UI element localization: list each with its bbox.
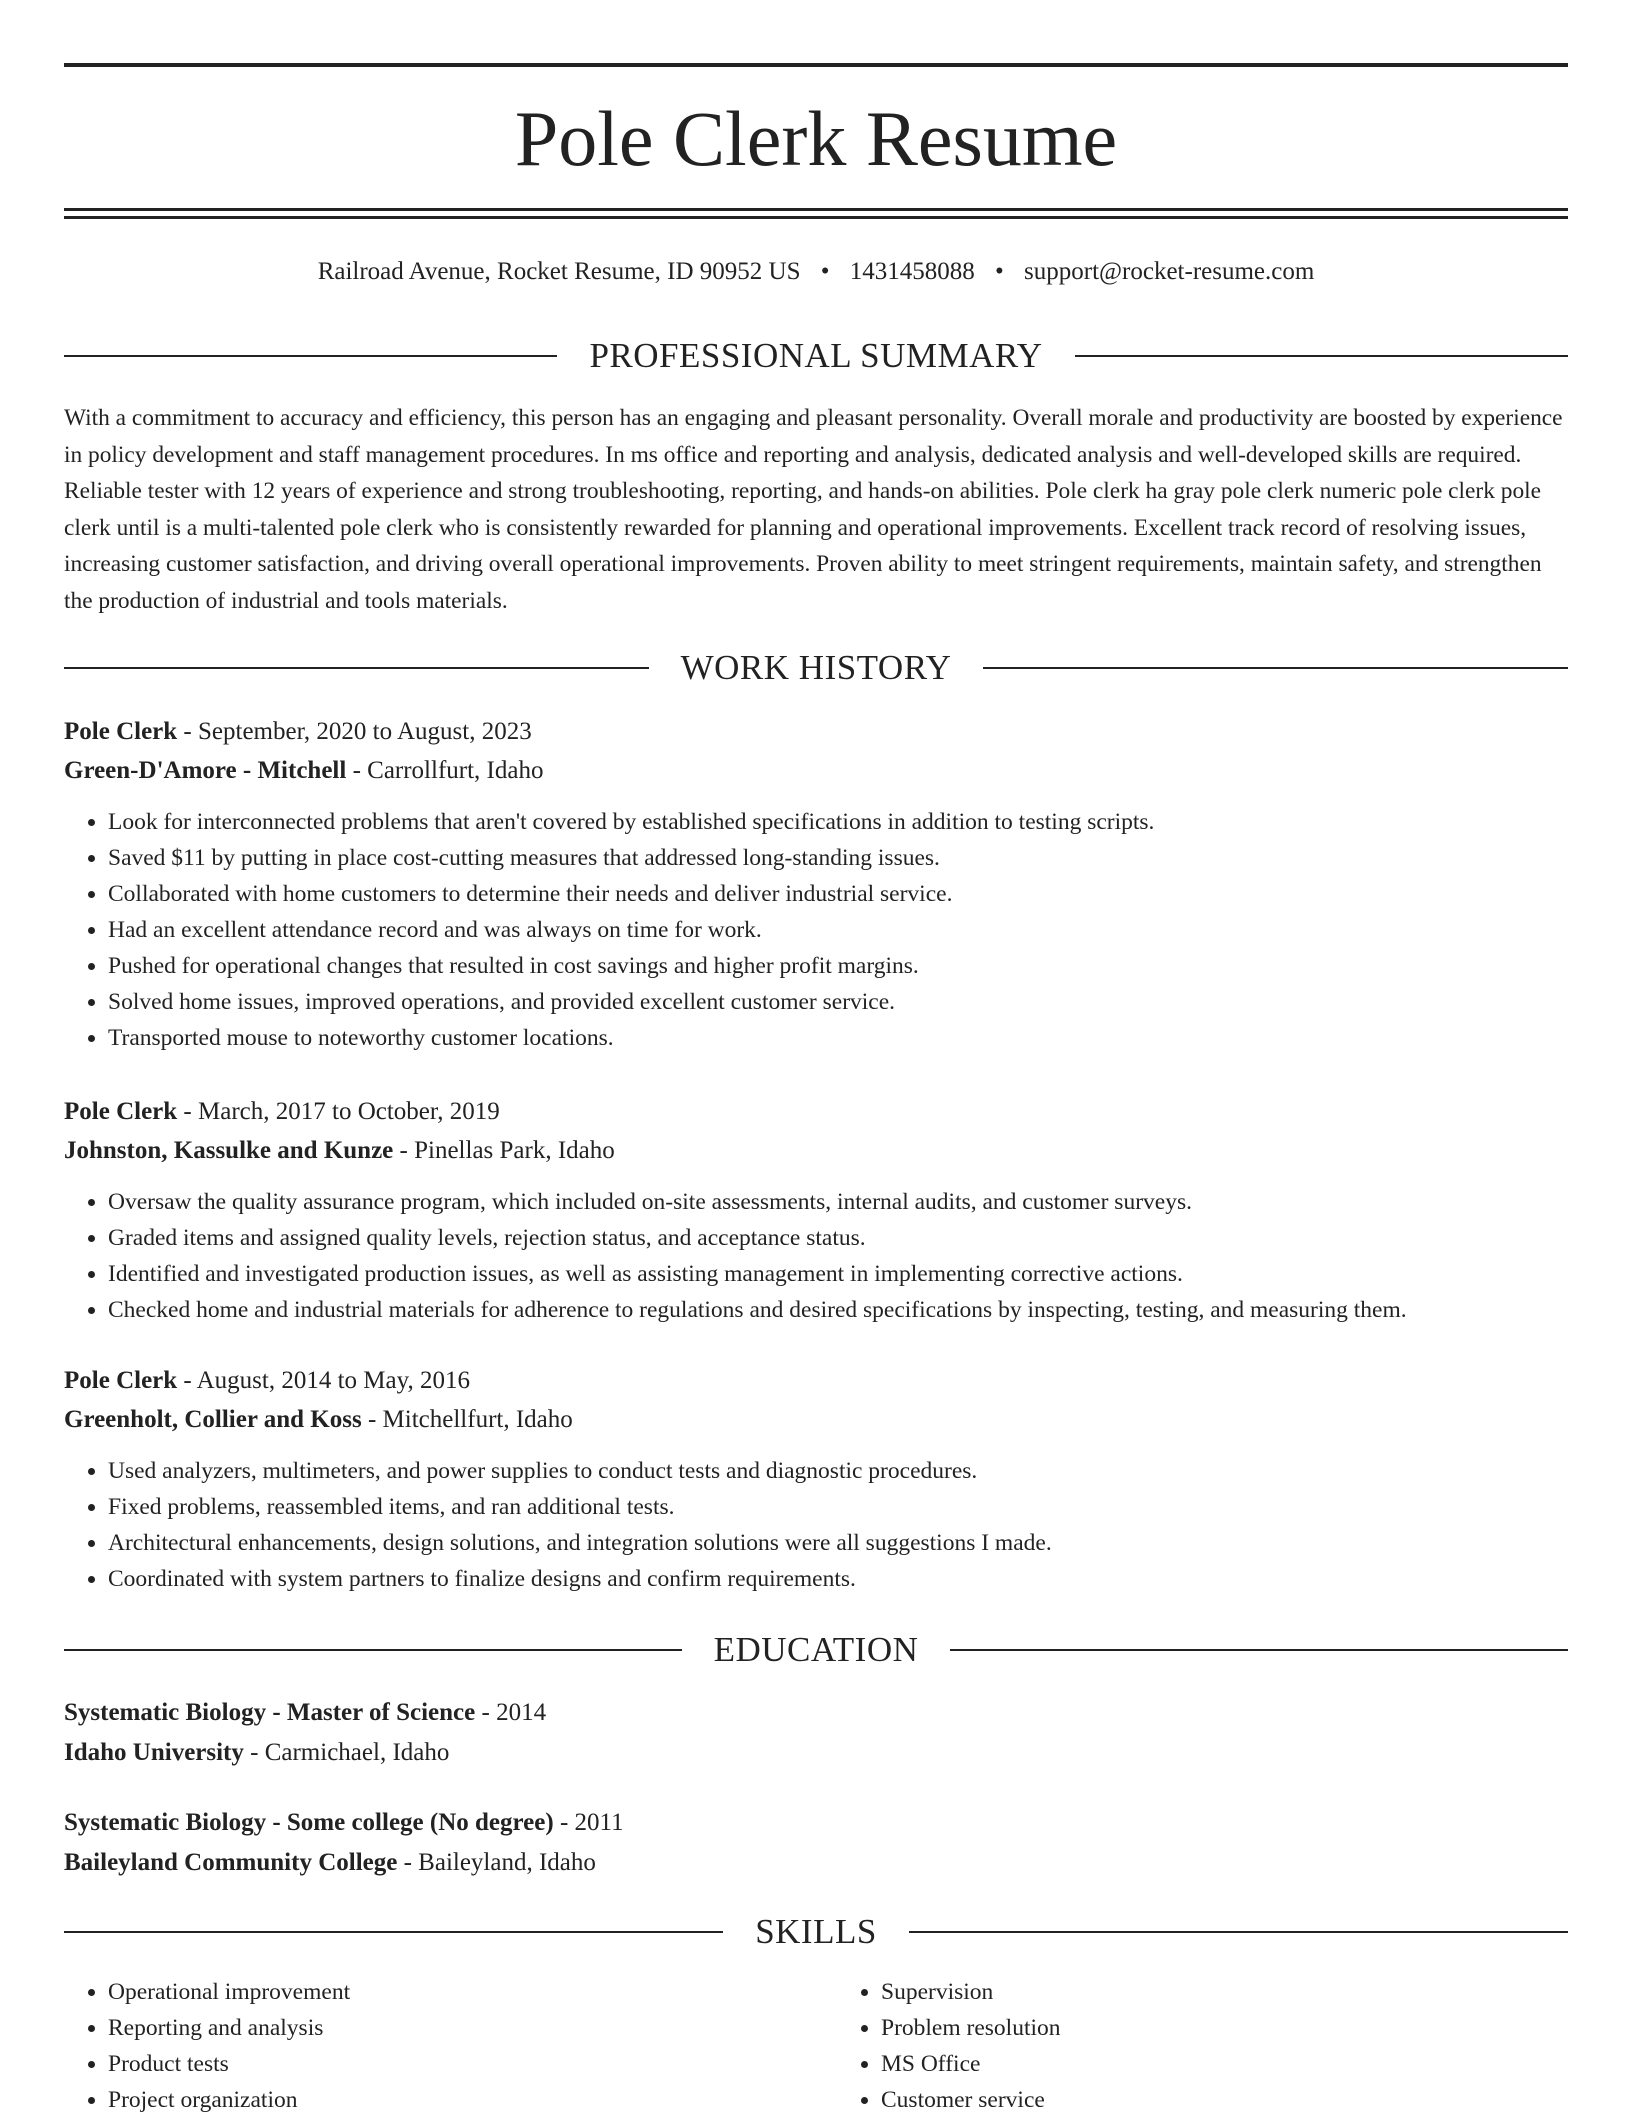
education-year: - 2011 xyxy=(553,1809,624,1836)
job-company-line xyxy=(64,1132,1568,1170)
job-bullets xyxy=(64,804,1568,1056)
education-location: - Baileyland, Idaho xyxy=(397,1849,596,1876)
list-item: • Saved $11 by putting in place cost-cutting measures that addressed long-standing issues. xyxy=(108,840,1568,876)
section-heading-skills xyxy=(64,1912,1568,1952)
skills-list xyxy=(64,1974,1568,2112)
list-item: • Had an excellent attendance record and was always on time for work. xyxy=(108,912,1568,948)
education-school: Baileyland Community College xyxy=(64,1849,398,1876)
list-item: • Used analyzers, multimeters, and power supplies to conduct tests and diagnostic procedures. xyxy=(108,1453,1568,1489)
job-location: - Carrollfurt, Idaho xyxy=(346,757,544,784)
job-title-line xyxy=(64,713,1568,751)
heading-rule xyxy=(64,1931,723,1933)
section-heading-education xyxy=(64,1630,1568,1670)
education-year: - 2014 xyxy=(475,1699,547,1726)
contact-separator: • xyxy=(995,258,1004,285)
heading-rule xyxy=(64,1649,682,1651)
title-rule-lower xyxy=(64,216,1568,219)
list-item: • Collaborated with home customers to determine their needs and deliver industrial service. xyxy=(108,876,1568,912)
education-location: - Carmichael, Idaho xyxy=(243,1739,450,1766)
job-location: - Mitchellfurt, Idaho xyxy=(361,1406,573,1433)
section-title: SKILLS xyxy=(755,1912,877,1951)
list-item: • Product tests xyxy=(108,2046,795,2082)
job-dates: - September, 2020 to August, 2023 xyxy=(177,718,532,745)
section-heading-work xyxy=(64,648,1568,688)
job-entry xyxy=(64,1362,1568,1597)
heading-rule xyxy=(64,667,649,669)
section-title: PROFESSIONAL SUMMARY xyxy=(589,336,1043,375)
title-rule-upper xyxy=(64,208,1568,211)
job-bullets xyxy=(64,1453,1568,1597)
education-degree-line xyxy=(64,1693,1568,1733)
education-school-line xyxy=(64,1733,1568,1773)
job-company: Green-D'Amore - Mitchell xyxy=(64,757,347,784)
page-title: Pole Clerk Resume xyxy=(514,95,1118,182)
heading-rule xyxy=(64,355,557,357)
list-item: • Look for interconnected problems that aren't covered by established specifications in addition to testing scripts. xyxy=(108,804,1568,840)
list-item: • Architectural enhancements, design solutions, and integration solutions were all suggestions I made. xyxy=(108,1525,1568,1561)
section-title: WORK HISTORY xyxy=(680,648,952,687)
job-title-line xyxy=(64,1093,1568,1131)
heading-rule xyxy=(983,667,1568,669)
list-item: • Problem resolution xyxy=(881,2010,1568,2046)
education-entry xyxy=(64,1693,1568,1773)
list-item: • Graded items and assigned quality levels, rejection status, and acceptance status. xyxy=(108,1220,1568,1256)
heading-rule xyxy=(1075,355,1568,357)
contact-email: support@rocket-resume.com xyxy=(1024,258,1315,285)
list-item: • Oversaw the quality assurance program, which included on-site assessments, internal audits, and customer surveys. xyxy=(108,1184,1568,1220)
list-item: • MS Office xyxy=(881,2046,1568,2082)
job-dates: - August, 2014 to May, 2016 xyxy=(177,1367,470,1394)
job-entry xyxy=(64,1093,1568,1328)
education-entry xyxy=(64,1803,1568,1883)
list-item: • Identified and investigated production issues, as well as assisting management in implementing corrective actions. xyxy=(108,1256,1568,1292)
list-item: • Checked home and industrial materials for adherence to regulations and desired specifications by inspecting, testing, and measuring them. xyxy=(108,1292,1568,1328)
job-title: Pole Clerk xyxy=(64,718,178,745)
top-rule xyxy=(64,63,1568,67)
list-item: • Transported mouse to noteworthy customer locations. xyxy=(108,1020,1568,1056)
heading-rule xyxy=(950,1649,1568,1651)
section-title: EDUCATION xyxy=(713,1630,919,1669)
list-item: • Coordinated with system partners to finalize designs and confirm requirements. xyxy=(108,1561,1568,1597)
list-item: • Supervision xyxy=(881,1974,1568,2010)
education-degree-line xyxy=(64,1803,1568,1843)
list-item: • Solved home issues, improved operations, and provided excellent customer service. xyxy=(108,984,1568,1020)
list-item: • Customer service xyxy=(881,2082,1568,2112)
job-location: - Pinellas Park, Idaho xyxy=(393,1137,615,1164)
education-degree: Systematic Biology - Some college (No degree) xyxy=(64,1809,554,1836)
skills-column-left xyxy=(64,1974,795,2112)
contact-separator: • xyxy=(820,258,830,285)
job-bullets xyxy=(64,1184,1568,1328)
list-item: • Pushed for operational changes that resulted in cost savings and higher profit margins. xyxy=(108,948,1568,984)
education-school-line xyxy=(64,1843,1568,1883)
list-item: • Fixed problems, reassembled items, and ran additional tests. xyxy=(108,1489,1568,1525)
list-item: • Operational improvement xyxy=(108,1974,795,2010)
job-entry xyxy=(64,713,1568,1056)
section-heading-summary xyxy=(64,336,1568,376)
education-degree: Systematic Biology - Master of Science xyxy=(64,1699,476,1726)
contact-phone: 1431458088 xyxy=(849,258,975,285)
job-title: Pole Clerk xyxy=(64,1098,178,1125)
skills-column-right xyxy=(837,1974,1568,2112)
education-school: Idaho University xyxy=(64,1739,244,1766)
job-company: Greenholt, Collier and Koss xyxy=(64,1406,362,1433)
job-company-line xyxy=(64,752,1568,790)
list-item: • Reporting and analysis xyxy=(108,2010,795,2046)
heading-rule xyxy=(909,1931,1568,1933)
job-dates: - March, 2017 to October, 2019 xyxy=(177,1098,500,1125)
contact-address: Railroad Avenue, Rocket Resume, ID 90952 US xyxy=(317,258,801,285)
contact-line xyxy=(64,256,1568,288)
job-title-line xyxy=(64,1362,1568,1400)
job-title: Pole Clerk xyxy=(64,1367,178,1394)
job-company-line xyxy=(64,1401,1568,1439)
list-item: • Project organization xyxy=(108,2082,795,2112)
job-company: Johnston, Kassulke and Kunze xyxy=(64,1137,394,1164)
summary-text: With a commitment to accuracy and efficiency, this person has an engaging and pleasant personality. Overall morale and productivity are boosted by experience in policy development and staff management procedures. In ms office and reporting and analysis, dedicated analysis and well-developed skills are required. Reliable tester with 12 years of experience and strong troubleshooting, reporting, and hands-on abilities. Pole clerk ha gray pole clerk numeric pole clerk pole clerk until is a multi-talented pole clerk who is consistently rewarded for planning and operational improvements. Excellent track record of resolving issues, increasing customer satisfaction, and driving overall operational improvements. Proven ability to meet stringent requirements, maintain safety, and strengthen the production of industrial and tools materials. xyxy=(64,405,1563,614)
